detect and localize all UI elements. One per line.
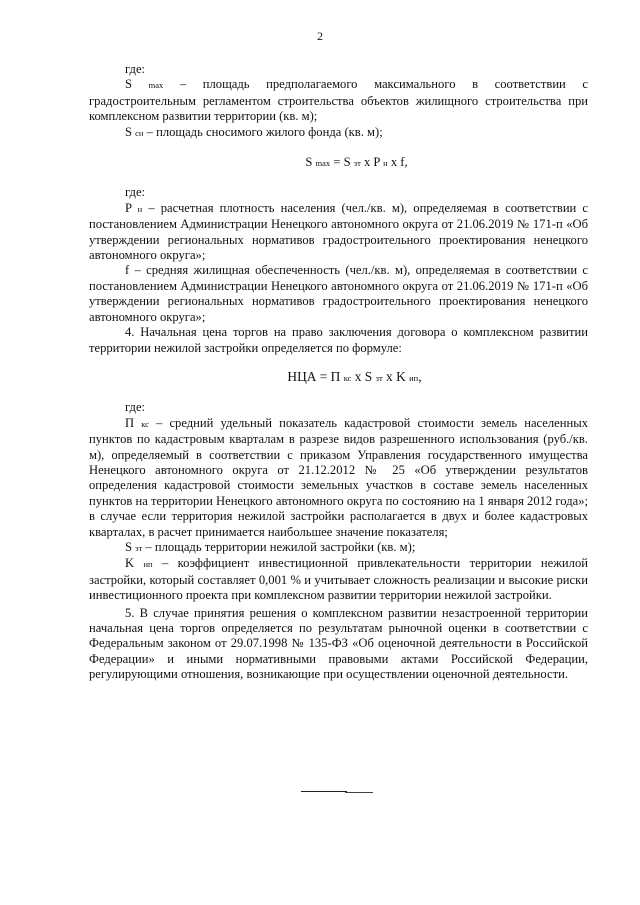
where-label-2: где: — [125, 185, 146, 200]
definition-s-sn: S сн – площадь сносимого жилого фонда (кв. м); — [125, 124, 383, 139]
closing-line-segment — [301, 791, 347, 792]
definition-s-max: S max – площадь предполагаемого максимального в соответствии с градостроительным регламентом строительства объектов жилищного строительства при комплексном развитии территории (кв. м); — [89, 77, 588, 124]
paragraph-5: 5. В случае принятия решения о комплексном развитии незастроенной территории начальная цена торгов определяется по результатам рыночной оценки в соответствии с Федеральным законом от 29.07.1998 № 135-ФЗ «Об оценочной деятельности в Российской Федерации» и иными нормативными правовыми актами Российской Федерации, регулирующими отношения, возникающие при осуществлении оценочной деятельности. — [89, 605, 588, 682]
where-label-3: где: — [125, 400, 146, 415]
definition-s-zt: S зт – площадь территории нежилой застройки (кв. м); — [125, 539, 416, 554]
where-label-1: где: — [125, 62, 146, 76]
definition-p-ks: П кс – средний удельный показатель кадастровой стоимости земель населенных пунктов по кадастровым кварталам в разрезе видов разрешенного использования (руб./кв. м), определяемый в соответствии с приказом Управления государственного имущества Ненецкого автономного округа от 21.12.2012 № 25 «Об утверждении результатов определения кадастровой стоимости земельных участков в составе земель населенных пунктов на территории Ненецкого автономного округа по состоянию на 1 января 2012 года»; в случае если территория нежилой застройки располагается в двух и более кадастровых кварталах, в расчет принимается наибольшее значение показателя; — [89, 415, 589, 539]
paragraph-4: 4. Начальная цена торгов на право заключения договора о комплексном развитии территории нежилой застройки определяется по формуле: — [89, 325, 588, 355]
formula-s-max: S max = S зт x P н x f, — [305, 155, 408, 170]
document-body — [89, 62, 588, 683]
formula-nca: НЦА = П кс x S зт x K ип, — [287, 368, 422, 384]
closing-line — [301, 791, 373, 794]
closing-line-segment — [345, 792, 373, 793]
definition-p-n: P н – расчетная плотность населения (чел./кв. м), определяемая в соответствии с постановлением Администрации Ненецкого автономного округа от 21.06.2019 № 171-п «Об утверждении региональных нормативов градостроительного проектирования ненецкого автономного округа»; — [89, 200, 589, 263]
definition-k-ip: K ип – коэффициент инвестиционной привлекательности территории нежилой застройки, который составляет 0,001 % и учитывает сложность реализации и высокие риски инвестиционного проекта при комплексном развитии территории нежилой застройки. — [89, 556, 588, 603]
definition-f: f – средняя жилищная обеспеченность (чел./кв. м), определяемая в соответствии с постановлением Администрации Ненецкого автономного округа от 21.06.2019 № 171-п «Об утверждении региональных нормативов градостроительного проектирования ненецкого автономного округа»; — [89, 263, 588, 324]
page-number: 2 — [317, 29, 323, 43]
